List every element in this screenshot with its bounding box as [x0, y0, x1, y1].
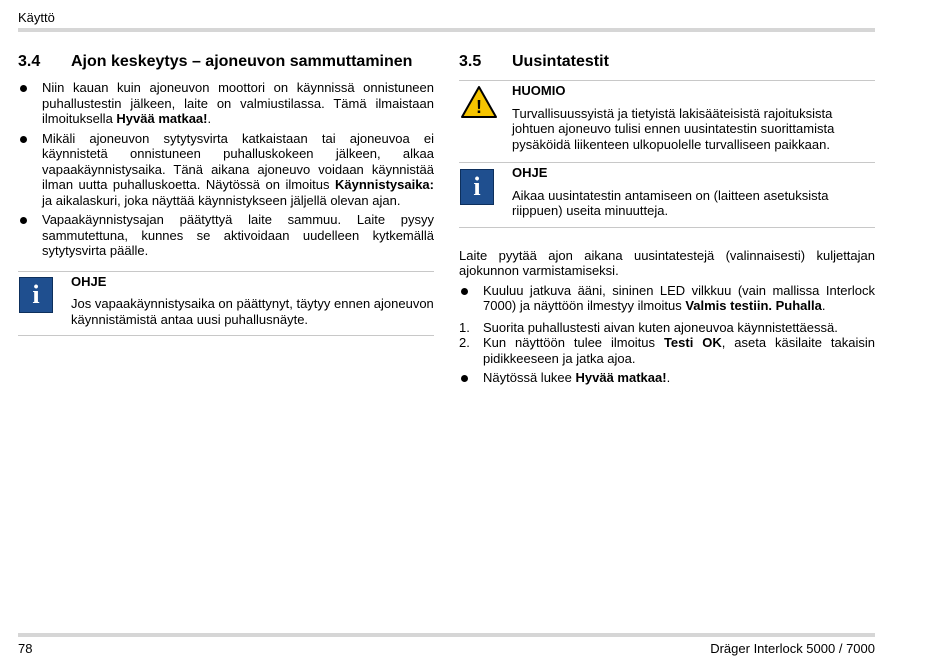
- notice-body: Jos vapaakäynnistysaika on päättynyt, täytyy ennen ajoneuvon käynnistämistä antaa uusi puhallusnäyte.: [71, 296, 434, 327]
- info-icon: i: [19, 277, 53, 313]
- footer-rule: [18, 633, 875, 637]
- intro-paragraph: Laite pyytää ajon aikana uusintatestejä (valinnaisesti) kuljettajan ajokunnon varmistamiseksi.: [459, 247, 875, 278]
- header-rule: [18, 28, 875, 32]
- list-item: Näytössä lukee Hyvää matkaa!.: [459, 370, 875, 386]
- warning-icon: [460, 85, 498, 119]
- svg-text:!: !: [476, 97, 482, 117]
- info-notice: [459, 162, 875, 228]
- step-list: [459, 320, 875, 367]
- bullet-list: [18, 80, 434, 259]
- section-heading-3-5: [459, 52, 875, 72]
- page-number: 78: [18, 641, 33, 656]
- running-header: Käyttö: [18, 10, 55, 25]
- warning-notice: [459, 80, 875, 160]
- section-title: Uusintatestit: [512, 53, 609, 70]
- section-number: 3.5: [459, 53, 482, 70]
- notice-body: Aikaa uusintatestin antamiseen on (laitteen asetuksista riippuen) useita minuutteja.: [512, 187, 829, 218]
- notice-body: Turvallisuussyistä ja tietyistä lakisääteisistä rajoituksista johtuen ajoneuvo tulisi ennen uusintatestin suorittamista pysäköidä liikenteen ulkopuolelle turvalliseen paikkaan.: [512, 105, 835, 152]
- footer-product: Dräger Interlock 5000 / 7000: [710, 641, 875, 656]
- info-icon: i: [460, 169, 494, 205]
- list-item: Vapaakäynnistysajan päätyttyä laite sammuu. Laite pysyy sammutettuna, kunnes se aktivoidaan uudelleen kytkemällä sytytysvirta päälle.: [18, 212, 434, 259]
- bullet-list: [459, 370, 875, 386]
- bullet-list: [459, 283, 875, 314]
- step-item: 2. Kun näyttöön tulee ilmoitus Testi OK, aseta käsilaite takaisin pidikkeeseen ja jatka ajoa.: [459, 335, 875, 366]
- section-title: Ajon keskeytys – ajoneuvon sammuttaminen: [71, 53, 413, 70]
- info-notice: [18, 271, 434, 337]
- notice-title: HUOMIO: [512, 83, 566, 98]
- section-number: 3.4: [18, 53, 41, 70]
- section-heading-3-4: [18, 52, 434, 72]
- list-item: Kuuluu jatkuva ääni, sininen LED vilkkuu (vain mallissa Interlock 7000) ja näyttöön ilmestyy ilmoitus Valmis testiin. Puhalla.: [459, 283, 875, 314]
- notice-title: OHJE: [512, 165, 548, 180]
- step-item: 1. Suorita puhallustesti aivan kuten ajoneuvoa käynnistettäessä.: [459, 319, 838, 335]
- left-column: [18, 52, 434, 336]
- list-item: Mikäli ajoneuvon sytytysvirta katkaistaan tai ajoneuvoa ei käynnistetä onnistuneen puhalluskokeen jälkeen, alkaa vapaakäynnistysaika. Tänä aikana ajoneuvo voidaan käynnistää ilman uutta puhalluskoetta. Näytössä on ilmoitus Käynnistysaika: ja aikalaskuri, joka näyttää käynnistykseen jäljellä olevan ajan.: [18, 131, 434, 209]
- right-column: [459, 52, 875, 390]
- list-item: Niin kauan kuin ajoneuvon moottori on käynnissä onnistuneen puhallustestin jälkeen, laite on valmiustilassa. Tämä ilmaistaan ilmoituksella Hyvää matkaa!.: [18, 80, 434, 127]
- notice-title: OHJE: [71, 273, 107, 289]
